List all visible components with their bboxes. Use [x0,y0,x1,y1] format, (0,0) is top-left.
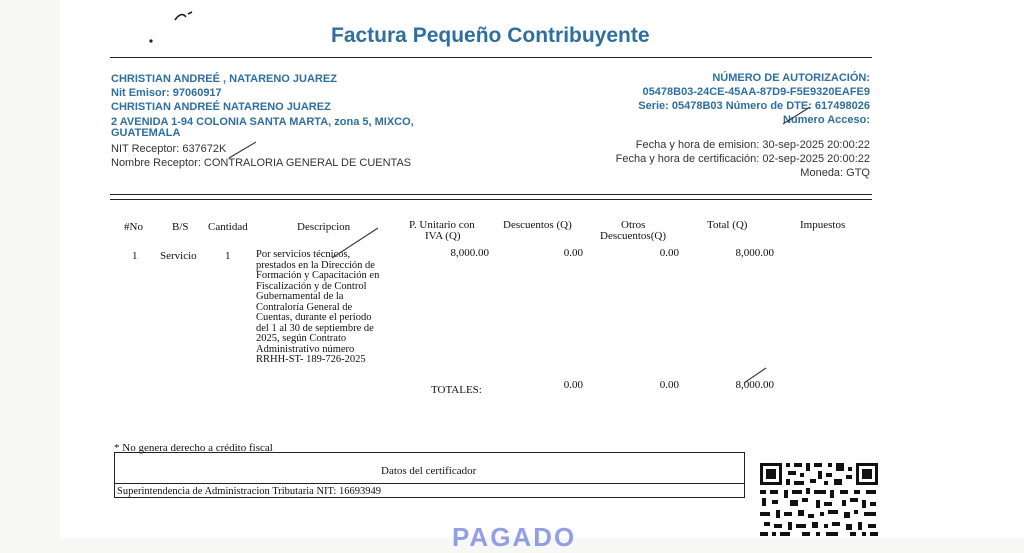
col-header-other-2: Descuentos(Q) [600,230,666,242]
row-discount: 0.00 [563,247,583,259]
totals-other-discount: 0.00 [659,379,679,391]
col-header-no: #No [124,221,143,233]
access-number: Numero Acceso: [782,114,870,126]
totals-discount: 0.00 [563,379,583,391]
qr-code-icon [758,460,880,538]
certifier-header: Datos del certificador [381,465,477,477]
issuer-nit: Nit Emisor: 97060917 [111,87,222,99]
col-header-tax: Impuestos [800,219,846,231]
desc-line: 2025, según Contrato [256,333,347,344]
issuer-city: GUATEMALA [111,127,181,139]
row-no: 1 [132,250,138,262]
receiver-nit: NIT Receptor: 637672K [111,143,227,155]
totals-label: TOTALES: [431,384,482,396]
check-mark-icon [780,104,814,126]
desc-line: RRHH-ST- 189-726-2025 [256,354,366,365]
currency: Moneda: GTQ [800,167,870,179]
row-unit-price: 8,000.00 [450,247,489,259]
emission-date: Fecha y hora de emision: 30-sep-2025 20:00:22 [635,139,870,151]
receiver-name: Nombre Receptor: CONTRALORIA GENERAL DE CUENTAS [111,157,412,169]
title-divider [110,57,872,58]
certifier-value: Superintendencia de Administracion Tributaria NIT: 16693949 [117,486,381,497]
col-header-total: Total (Q) [707,219,748,231]
header-divider-top [110,194,872,195]
header-divider-bottom [110,199,872,200]
col-header-unit-2: IVA (Q) [425,230,461,242]
row-total: 8,000.00 [735,247,774,259]
col-header-qty: Cantidad [208,221,248,233]
desc-line: Por servicios técnicos, [256,249,351,260]
desc-line: Formación y Capacitación en [256,270,380,281]
desc-line: Gubernamental de la [256,291,344,302]
col-header-desc: Descripcion [297,221,351,233]
authorization-number: 05478B03-24CE-45AA-87D9-F5E9320EAFE9 [642,86,870,98]
row-qty: 1 [225,250,231,262]
check-mark-icon [226,138,260,160]
col-header-bs: B/S [172,221,189,233]
invoice-title: Factura Pequeño Contribuyente [331,24,650,47]
desc-line: prestados en la Dirección de [256,259,375,271]
serie-dte: Serie: 05478B03 Número de DTE: 617498026 [638,100,870,112]
issuer-name: CHRISTIAN ANDREÉ , NATARENO JUAREZ [111,73,337,85]
paid-stamp: PAGADO [452,522,577,552]
row-description [256,250,406,366]
tax-credit-note: * No genera derecho a crédito fiscal [114,442,273,454]
totals-total: 8,000.00 [735,379,774,391]
col-header-disc: Descuentos (Q) [503,219,572,231]
desc-line: Cuentas, durante el periodo [256,312,372,323]
row-other-discount: 0.00 [659,247,679,259]
desc-line: Contraloría General de [256,301,353,313]
pen-mark-icon [172,8,196,26]
col-header-other: Otros [621,219,646,231]
issuer-address: 2 AVENIDA 1-94 COLONIA SANTA MARTA, zona 5, MIXCO, [111,116,414,128]
check-mark-icon [328,224,382,260]
dot-mark-icon [148,38,154,44]
certification-date: Fecha y hora de certificación: 02-sep-2025 20:00:22 [615,153,870,165]
authorization-label: NÚMERO DE AUTORIZACIÓN: [712,72,870,84]
check-mark-icon [740,365,770,385]
row-bs: Servicio [160,250,197,262]
desc-line: Administrativo número [256,343,355,355]
desc-line: del 1 al 30 de septiembre de [256,322,374,334]
col-header-unit: P. Unitario con [409,219,475,231]
issuer-trade-name: CHRISTIAN ANDREÉ NATARENO JUAREZ [111,101,331,113]
desc-line: Fiscalización y de Control [256,280,367,292]
